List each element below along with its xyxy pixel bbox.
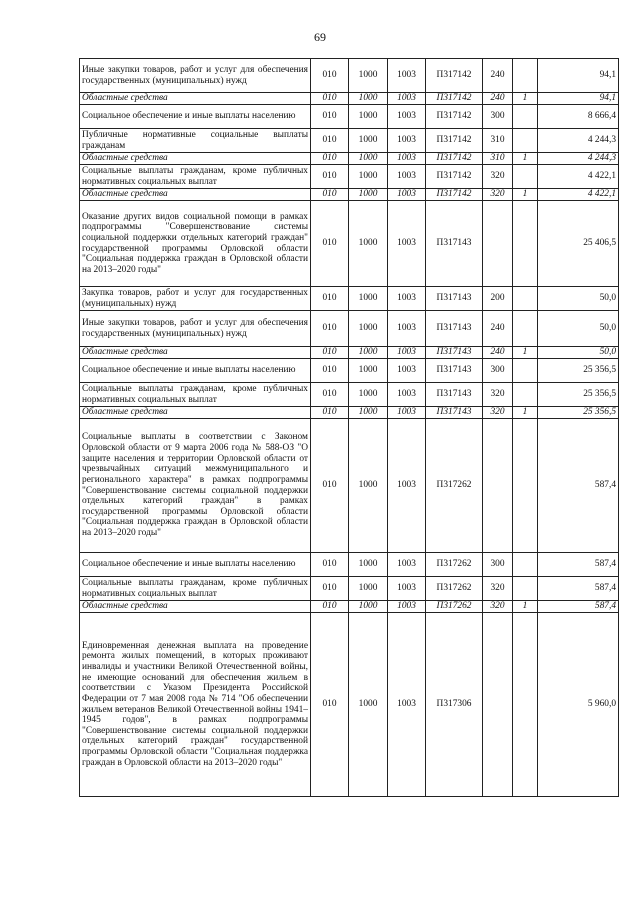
expense-name-cell: Областные средства [80,601,311,613]
amount-cell: 4 244,3 [538,129,619,153]
expense-type-code-cell: 320 [483,383,513,407]
expense-name-cell: Социальное обеспечение и иные выплаты населению [80,105,311,129]
ministry-code-cell: 010 [311,419,349,553]
funding-source-cell [513,287,538,311]
amount-cell: 25 406,5 [538,201,619,287]
funding-source-cell: 1 [513,601,538,613]
funding-source-cell [513,105,538,129]
ministry-code-cell: 010 [311,129,349,153]
funding-source-cell [513,311,538,347]
target-item-code-cell: П317142 [426,129,483,153]
funding-source-cell [513,359,538,383]
subsection-code-cell: 1003 [388,359,426,383]
section-code-cell: 1000 [349,613,388,797]
expense-name-cell: Областные средства [80,153,311,165]
target-item-code-cell: П317142 [426,59,483,93]
ministry-code-cell: 010 [311,105,349,129]
subsection-code-cell: 1003 [388,347,426,359]
section-code-cell: 1000 [349,577,388,601]
section-code-cell: 1000 [349,93,388,105]
subsection-code-cell: 1003 [388,553,426,577]
table-row [80,553,619,577]
funding-source-cell [513,165,538,189]
ministry-code-cell: 010 [311,165,349,189]
target-item-code-cell: П317143 [426,287,483,311]
section-code-cell: 1000 [349,419,388,553]
amount-cell: 4 244,3 [538,153,619,165]
ministry-code-cell: 010 [311,613,349,797]
amount-cell: 4 422,1 [538,189,619,201]
section-code-cell: 1000 [349,59,388,93]
expense-type-code-cell: 320 [483,601,513,613]
table-row [80,165,619,189]
ministry-code-cell: 010 [311,93,349,105]
funding-source-cell [513,577,538,601]
expense-type-code-cell: 320 [483,577,513,601]
ministry-code-cell: 010 [311,347,349,359]
funding-source-cell [513,59,538,93]
subsection-code-cell: 1003 [388,129,426,153]
expense-name-cell: Областные средства [80,93,311,105]
table-row [80,613,619,797]
table-row [80,347,619,359]
target-item-code-cell: П317142 [426,93,483,105]
expense-name-cell: Иные закупки товаров, работ и услуг для обеспечения государственных (муниципальных) нужд [80,59,311,93]
target-item-code-cell: П317262 [426,553,483,577]
subsection-code-cell: 1003 [388,577,426,601]
target-item-code-cell: П317142 [426,105,483,129]
funding-source-cell: 1 [513,153,538,165]
target-item-code-cell: П317262 [426,601,483,613]
page-number: 69 [314,30,326,44]
expense-name-cell: Оказание других видов социальной помощи в рамках подпрограммы "Совершенствование системы социальной поддержки отдельных категорий граждан" государственной программы Орловской области "Социальная поддержка граждан в Орловской области на 2013–2020 годы" [80,201,311,287]
table-row [80,407,619,419]
expense-type-code-cell [483,613,513,797]
amount-cell: 4 422,1 [538,165,619,189]
section-code-cell: 1000 [349,105,388,129]
funding-source-cell [513,383,538,407]
subsection-code-cell: 1003 [388,407,426,419]
expense-name-cell: Областные средства [80,407,311,419]
table-row [80,577,619,601]
table-row [80,359,619,383]
amount-cell: 94,1 [538,93,619,105]
expense-type-code-cell: 300 [483,359,513,383]
expense-name-cell: Публичные нормативные социальные выплаты гражданам [80,129,311,153]
section-code-cell: 1000 [349,189,388,201]
budget-table [79,58,619,797]
amount-cell: 5 960,0 [538,613,619,797]
section-code-cell: 1000 [349,165,388,189]
target-item-code-cell: П317262 [426,577,483,601]
expense-type-code-cell: 240 [483,93,513,105]
expense-name-cell: Социальные выплаты гражданам, кроме публичных нормативных социальных выплат [80,577,311,601]
target-item-code-cell: П317142 [426,165,483,189]
amount-cell: 94,1 [538,59,619,93]
subsection-code-cell: 1003 [388,311,426,347]
table-row [80,383,619,407]
subsection-code-cell: 1003 [388,105,426,129]
ministry-code-cell: 010 [311,553,349,577]
target-item-code-cell: П317143 [426,383,483,407]
funding-source-cell: 1 [513,347,538,359]
section-code-cell: 1000 [349,601,388,613]
target-item-code-cell: П317143 [426,359,483,383]
amount-cell: 50,0 [538,311,619,347]
subsection-code-cell: 1003 [388,287,426,311]
subsection-code-cell: 1003 [388,601,426,613]
ministry-code-cell: 010 [311,577,349,601]
section-code-cell: 1000 [349,129,388,153]
table-row [80,153,619,165]
table-row [80,129,619,153]
funding-source-cell: 1 [513,407,538,419]
expense-name-cell: Закупка товаров, работ и услуг для государственных (муниципальных) нужд [80,287,311,311]
expense-type-code-cell: 320 [483,165,513,189]
funding-source-cell [513,553,538,577]
amount-cell: 25 356,5 [538,407,619,419]
ministry-code-cell: 010 [311,287,349,311]
table-row [80,201,619,287]
funding-source-cell [513,201,538,287]
section-code-cell: 1000 [349,407,388,419]
expense-type-code-cell: 310 [483,129,513,153]
subsection-code-cell: 1003 [388,153,426,165]
amount-cell: 25 356,5 [538,383,619,407]
table-row [80,105,619,129]
expense-name-cell: Социальные выплаты гражданам, кроме публичных нормативных социальных выплат [80,165,311,189]
table-row [80,311,619,347]
section-code-cell: 1000 [349,359,388,383]
subsection-code-cell: 1003 [388,419,426,553]
section-code-cell: 1000 [349,311,388,347]
expense-type-code-cell: 240 [483,347,513,359]
amount-cell: 587,4 [538,553,619,577]
subsection-code-cell: 1003 [388,165,426,189]
ministry-code-cell: 010 [311,201,349,287]
expense-type-code-cell: 320 [483,189,513,201]
ministry-code-cell: 010 [311,359,349,383]
funding-source-cell: 1 [513,93,538,105]
expense-type-code-cell [483,419,513,553]
table-row [80,93,619,105]
budget-table-body [80,59,619,797]
expense-name-cell: Областные средства [80,347,311,359]
target-item-code-cell: П317143 [426,201,483,287]
expense-type-code-cell: 300 [483,553,513,577]
section-code-cell: 1000 [349,287,388,311]
ministry-code-cell: 010 [311,59,349,93]
subsection-code-cell: 1003 [388,613,426,797]
table-row [80,601,619,613]
ministry-code-cell: 010 [311,383,349,407]
ministry-code-cell: 010 [311,153,349,165]
subsection-code-cell: 1003 [388,383,426,407]
amount-cell: 50,0 [538,347,619,359]
section-code-cell: 1000 [349,383,388,407]
target-item-code-cell: П317143 [426,347,483,359]
target-item-code-cell: П317306 [426,613,483,797]
section-code-cell: 1000 [349,347,388,359]
funding-source-cell [513,129,538,153]
subsection-code-cell: 1003 [388,201,426,287]
subsection-code-cell: 1003 [388,93,426,105]
expense-type-code-cell [483,201,513,287]
target-item-code-cell: П317262 [426,419,483,553]
target-item-code-cell: П317142 [426,153,483,165]
expense-type-code-cell: 200 [483,287,513,311]
expense-name-cell: Иные закупки товаров, работ и услуг для обеспечения государственных (муниципальных) нужд [80,311,311,347]
subsection-code-cell: 1003 [388,189,426,201]
funding-source-cell: 1 [513,189,538,201]
amount-cell: 587,4 [538,419,619,553]
subsection-code-cell: 1003 [388,59,426,93]
expense-name-cell: Социальные выплаты гражданам, кроме публичных нормативных социальных выплат [80,383,311,407]
target-item-code-cell: П317143 [426,311,483,347]
expense-type-code-cell: 240 [483,311,513,347]
table-row [80,287,619,311]
target-item-code-cell: П317142 [426,189,483,201]
expense-type-code-cell: 320 [483,407,513,419]
expense-name-cell: Областные средства [80,189,311,201]
table-row [80,189,619,201]
expense-name-cell: Единовременная денежная выплата на проведение ремонта жилых помещений, в которых проживают инвалиды и участники Великой Отечественной войны, не имеющие оснований для обеспечения жильем в соответствии с Указом Президента Российской Федерации от 7 мая 2008 года № 714 "Об обеспечении жильем ветеранов Великой Отечественной войны 1941–1945 годов", в рамках подпрограммы "Совершенствование системы социальной поддержки отдельных категорий граждан" государственной программы Орловской области "Социальная поддержка граждан в Орловской области на 2013–2020 годы" [80,613,311,797]
expense-name-cell: Социальное обеспечение и иные выплаты населению [80,359,311,383]
table-row [80,419,619,553]
amount-cell: 25 356,5 [538,359,619,383]
section-code-cell: 1000 [349,553,388,577]
amount-cell: 587,4 [538,577,619,601]
ministry-code-cell: 010 [311,189,349,201]
expense-name-cell: Социальное обеспечение и иные выплаты населению [80,553,311,577]
amount-cell: 50,0 [538,287,619,311]
amount-cell: 8 666,4 [538,105,619,129]
target-item-code-cell: П317143 [426,407,483,419]
section-code-cell: 1000 [349,153,388,165]
ministry-code-cell: 010 [311,311,349,347]
ministry-code-cell: 010 [311,407,349,419]
funding-source-cell [513,419,538,553]
expense-name-cell: Социальные выплаты в соответствии с Законом Орловской области от 9 марта 2006 года № 588-ОЗ "О защите населения и территории Орловской области от чрезвычайных ситуаций межмуниципального и регионального характера" в рамках подпрограммы "Совершенствование системы социальной поддержки отдельных категорий граждан" в рамках государственной программы Орловской области "Социальная поддержка граждан в Орловской области на 2013–2020 годы" [80,419,311,553]
expense-type-code-cell: 240 [483,59,513,93]
funding-source-cell [513,613,538,797]
table-row [80,59,619,93]
section-code-cell: 1000 [349,201,388,287]
amount-cell: 587,4 [538,601,619,613]
expense-type-code-cell: 310 [483,153,513,165]
expense-type-code-cell: 300 [483,105,513,129]
ministry-code-cell: 010 [311,601,349,613]
